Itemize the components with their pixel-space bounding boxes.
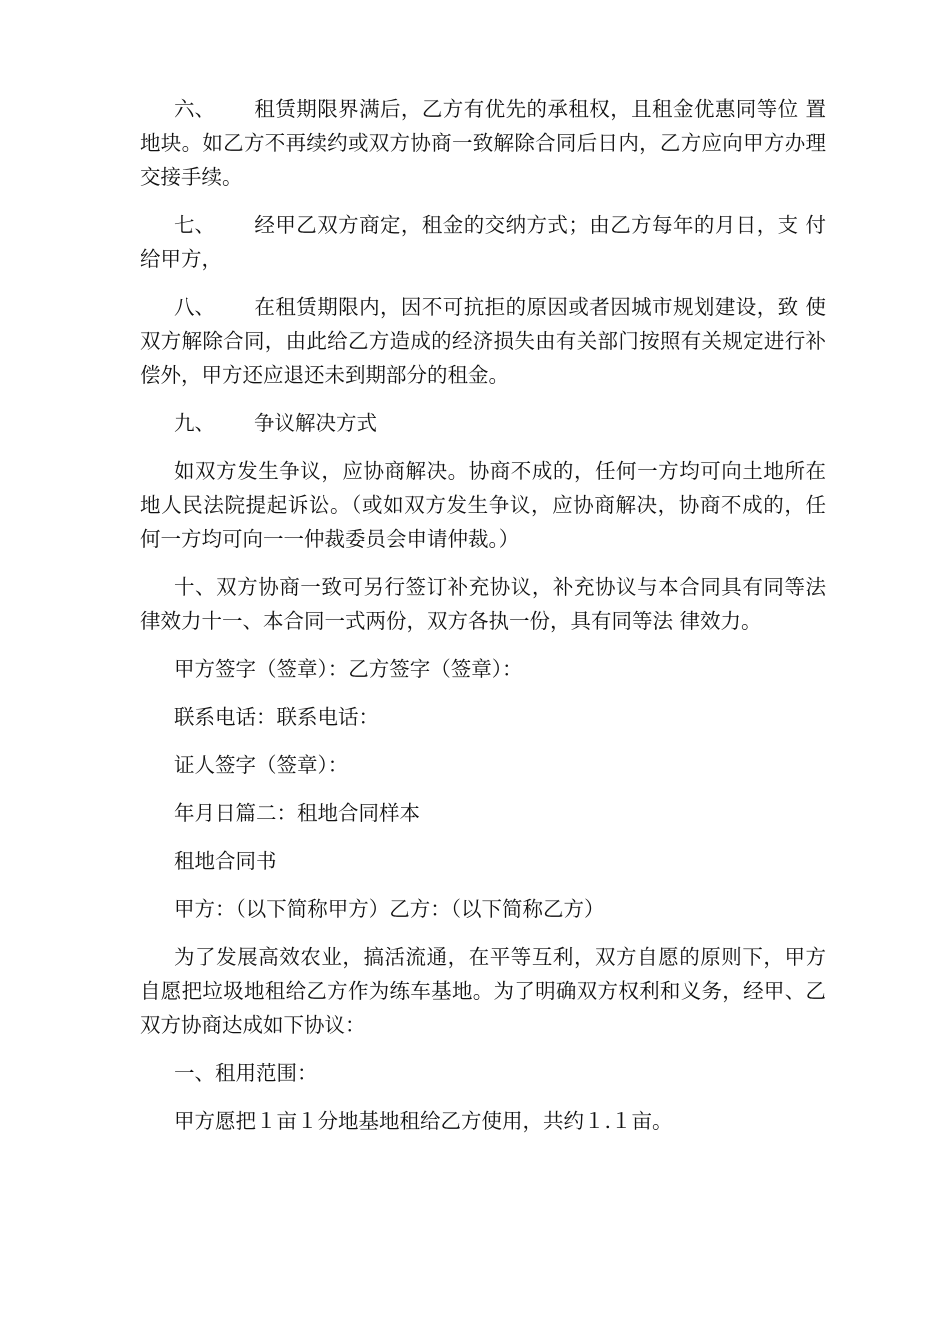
dispute-paragraph: 如双方发生争议，应协商解决。协商不成的，任何一方均可向土地所在地人民法院提起诉讼。（或如双方发生争议，应协商解决，协商不成的，任何一方均可向一一仲裁委员会申请仲裁。） xyxy=(140,459,826,551)
clause-7 xyxy=(140,208,826,276)
clause-6 xyxy=(140,92,826,194)
clause-number: 七、 xyxy=(174,213,215,237)
date-line: 年月日篇二：租地合同样本 xyxy=(174,801,420,825)
witness-line: 证人签字（签章）： xyxy=(174,753,349,777)
contract-title: 租地合同书 xyxy=(174,849,277,873)
phone-line: 联系电话：联系电话： xyxy=(174,705,379,729)
parties-line: 甲方：（以下简称甲方）乙方：（以下简称乙方） xyxy=(174,897,605,921)
clause-number: 六、 xyxy=(174,97,215,121)
clause-8 xyxy=(140,290,826,392)
clause-9 xyxy=(140,406,826,440)
clause-number: 八、 xyxy=(174,295,215,319)
clause-10-11: 十、双方协商一致可另行签订补充协议，补充协议与本合同具有同等法律效力十一、本合同一式两份，双方各执一份，具有同等法 律效力。 xyxy=(140,575,826,633)
clause-text: 争议解决方式 xyxy=(254,411,377,435)
signature-line: 甲方签字（签章）：乙方签字（签章）： xyxy=(174,657,523,681)
clause-text: 租赁期限界满后，乙方有优先的承租权，且租金优惠同等位 置地块。如乙方不再续约或双方协商一致解除合同后日内，乙方应向甲方办理交接手续。 xyxy=(140,97,826,189)
section-1-text: 甲方愿把１亩１分地基地租给乙方使用，共约１.１亩。 xyxy=(174,1109,673,1133)
section-1-heading: 一、租用范围： xyxy=(174,1061,318,1085)
intro-paragraph: 为了发展高效农业，搞活流通，在平等互利，双方自愿的原则下，甲方自愿把垃圾地租给乙方作为练车基地。为了明确双方权利和义务，经甲、乙双方协商达成如下协议： xyxy=(140,945,826,1037)
clause-text: 经甲乙双方商定，租金的交纳方式；由乙方每年的月日，支 付给甲方， xyxy=(140,213,826,271)
document-body xyxy=(140,92,826,1152)
clause-text: 在租赁期限内，因不可抗拒的原因或者因城市规划建设，致 使双方解除合同，由此给乙方造成的经济损失由有关部门按照有关规定进行补偿外，甲方还应退还未到期部分的租金。 xyxy=(140,295,826,387)
clause-number: 九、 xyxy=(174,411,215,435)
